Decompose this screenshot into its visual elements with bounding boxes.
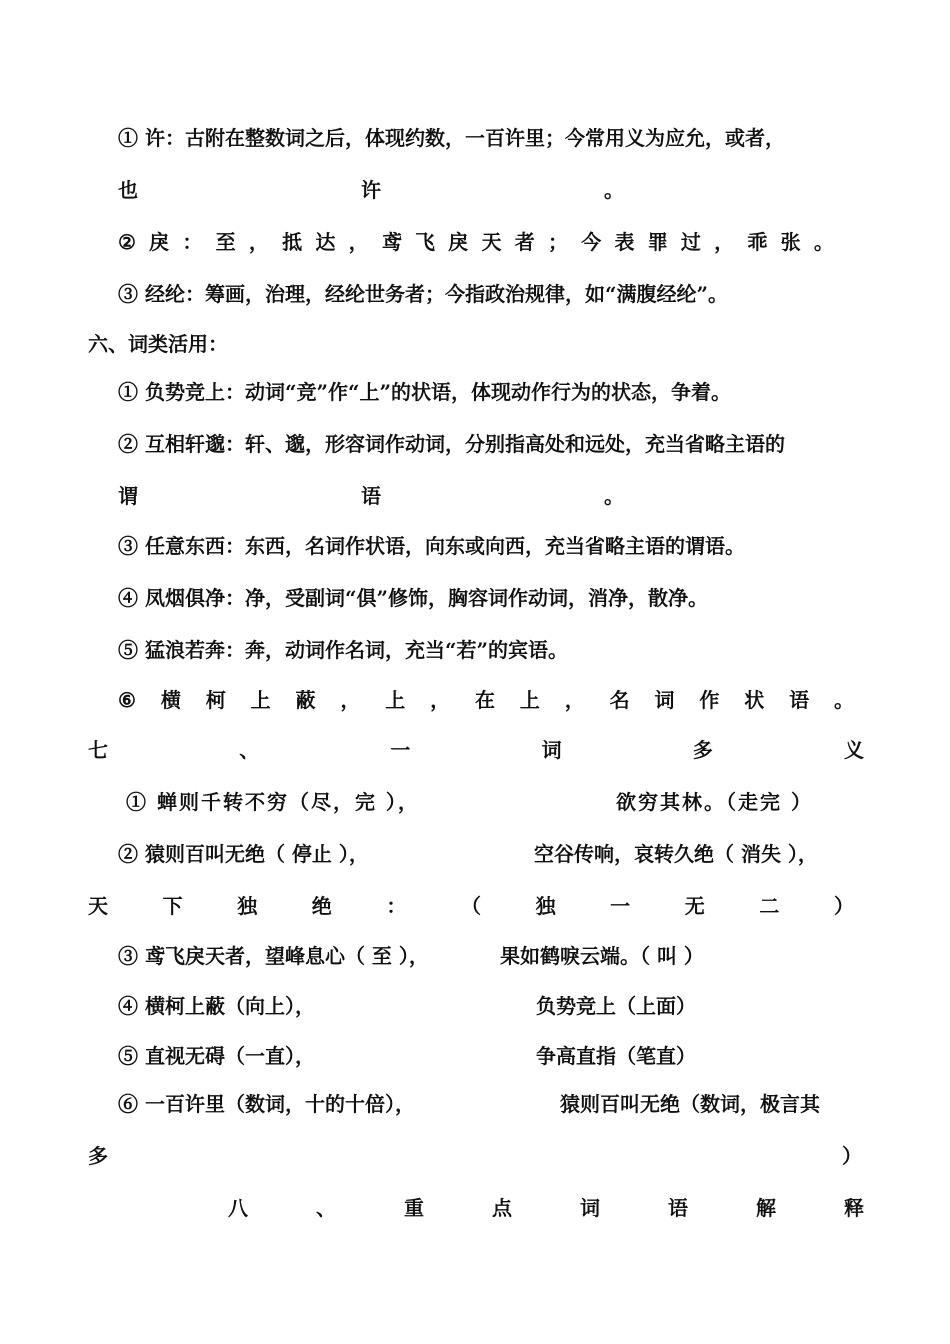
- section-heading-6: 六、词类活用：: [88, 332, 228, 356]
- char: 天: [88, 894, 108, 918]
- char: 词: [654, 688, 675, 712]
- char: 柯: [205, 688, 226, 712]
- text-line-xu: ① 许：古附在整数词之后，体现约数，一百许里；今常用义为应允，或者，: [118, 126, 785, 150]
- char: 语: [668, 1196, 688, 1220]
- char: 张: [780, 230, 801, 254]
- char: 今: [581, 230, 602, 254]
- text-line-qiong-2: 欲穷其林。（走完 ）: [616, 790, 813, 814]
- char: 词: [541, 738, 562, 762]
- text-line-hengke: [118, 686, 854, 714]
- text-line-bai-2: 猿则百叫无绝（数词，极言其: [560, 1092, 820, 1116]
- char: ②: [118, 230, 136, 254]
- char: ，: [248, 230, 269, 254]
- char: 。: [833, 688, 854, 712]
- char: 八: [228, 1196, 248, 1220]
- char: ，: [348, 230, 369, 254]
- char: 戾: [448, 230, 469, 254]
- text-line-jue-2: 空谷传响，哀转久绝（ 消失 ），: [534, 842, 818, 866]
- char: 重: [404, 1196, 424, 1220]
- char: 独: [535, 894, 556, 918]
- text-line-bai-1: ⑥ 一百许里（数词，十的十倍），: [118, 1092, 415, 1116]
- char: 二: [759, 894, 780, 918]
- char: 戾: [149, 230, 170, 254]
- char: 名: [609, 688, 630, 712]
- text-line-jinglun: ③ 经纶：筹画，治理，经纶世务者；今指政治规律，如“满腹经纶”。: [118, 282, 728, 306]
- char: 天: [481, 230, 502, 254]
- char: 横: [160, 688, 181, 712]
- text-line-shang-1: ④ 横柯上蔽（向上），: [118, 994, 315, 1018]
- text-line-zhi-1: ⑤ 直视无碍（一直），: [118, 1044, 315, 1068]
- char: 。: [604, 178, 624, 202]
- char: ：: [386, 894, 407, 918]
- char: 、: [239, 738, 260, 762]
- char: 上: [250, 688, 271, 712]
- text-line-ye-xu: [118, 176, 624, 204]
- text-line-jue-1: ② 猿则百叫无绝（ 停止 ），: [118, 842, 369, 866]
- char: 、: [316, 1196, 336, 1220]
- char: 谓: [118, 484, 138, 508]
- char: 。: [604, 484, 624, 508]
- char: 乖: [747, 230, 768, 254]
- char: ）: [833, 894, 854, 918]
- char: 者: [514, 230, 535, 254]
- text-line-fushi: ① 负势竞上：动词“竞”作“上”的状语，体现动作行为的状态，争着。: [118, 380, 731, 404]
- char: 七: [88, 738, 108, 762]
- text-line-duo: 多: [88, 1144, 108, 1168]
- char: 许: [361, 178, 381, 202]
- text-line-close-paren: ）: [842, 1144, 862, 1168]
- char: 达: [315, 230, 336, 254]
- text-line-qiong-1: ① 蝉则千转不穷（尽，完 ），: [126, 790, 420, 814]
- char: ，: [714, 230, 735, 254]
- text-line-fengyan: ④ 凤烟俱净：净，受副词“俱”修饰，胸容词作动词，消净，散净。: [118, 586, 708, 610]
- char: ，: [564, 688, 585, 712]
- text-line-li-1: ③ 鸢飞戾天者，望峰息心（ 至 ），: [118, 944, 429, 968]
- char: 蔽: [295, 688, 316, 712]
- text-line-li: [118, 228, 834, 256]
- char: 义: [843, 738, 864, 762]
- text-line-li-2: 果如鹤唳云端。（ 叫 ）: [500, 944, 704, 968]
- char: 在: [474, 688, 495, 712]
- text-line-zhi-2: 争高直指（笔直）: [536, 1044, 696, 1068]
- char: 独: [237, 894, 258, 918]
- char: 至: [215, 230, 236, 254]
- text-line-tianxia: [88, 892, 854, 920]
- char: ：: [182, 230, 203, 254]
- section-heading-8: [228, 1194, 864, 1222]
- char: 也: [118, 178, 138, 202]
- text-line-dongxi: ③ 任意东西：东西，名词作状语，向东或向西，充当省略主语的谓语。: [118, 534, 745, 558]
- char: 状: [744, 688, 765, 712]
- char: 多: [692, 738, 713, 762]
- char: 飞: [415, 230, 436, 254]
- text-line-wei-yu: [118, 482, 624, 510]
- char: ；: [547, 230, 568, 254]
- char: 上: [519, 688, 540, 712]
- char: 下: [162, 894, 183, 918]
- char: 无: [684, 894, 705, 918]
- char: 释: [844, 1196, 864, 1220]
- text-line-xuanmiao: ② 互相轩邈：轩、邈，形容词作动词，分别指高处和远处，充当省略主语的: [118, 432, 785, 456]
- char: 解: [756, 1196, 776, 1220]
- char: 。: [813, 230, 834, 254]
- char: ，: [340, 688, 361, 712]
- char: 一: [610, 894, 631, 918]
- char: 表: [614, 230, 635, 254]
- char: 绝: [311, 894, 332, 918]
- char: 作: [699, 688, 720, 712]
- char: 语: [361, 484, 381, 508]
- section-heading-7: [88, 736, 864, 764]
- text-line-shang-2: 负势竞上（上面）: [536, 994, 696, 1018]
- char: 点: [492, 1196, 512, 1220]
- text-line-menglang: ⑤ 猛浪若奔：奔，动词作名词，充当“若”的宾语。: [118, 638, 568, 662]
- char: 一: [390, 738, 411, 762]
- char: （: [460, 894, 481, 918]
- char: 抵: [282, 230, 303, 254]
- char: 上: [385, 688, 406, 712]
- char: ⑥: [118, 688, 136, 712]
- char: 词: [580, 1196, 600, 1220]
- char: 过: [680, 230, 701, 254]
- char: 语: [789, 688, 810, 712]
- char: 鸢: [381, 230, 402, 254]
- char: 罪: [647, 230, 668, 254]
- char: ，: [430, 688, 451, 712]
